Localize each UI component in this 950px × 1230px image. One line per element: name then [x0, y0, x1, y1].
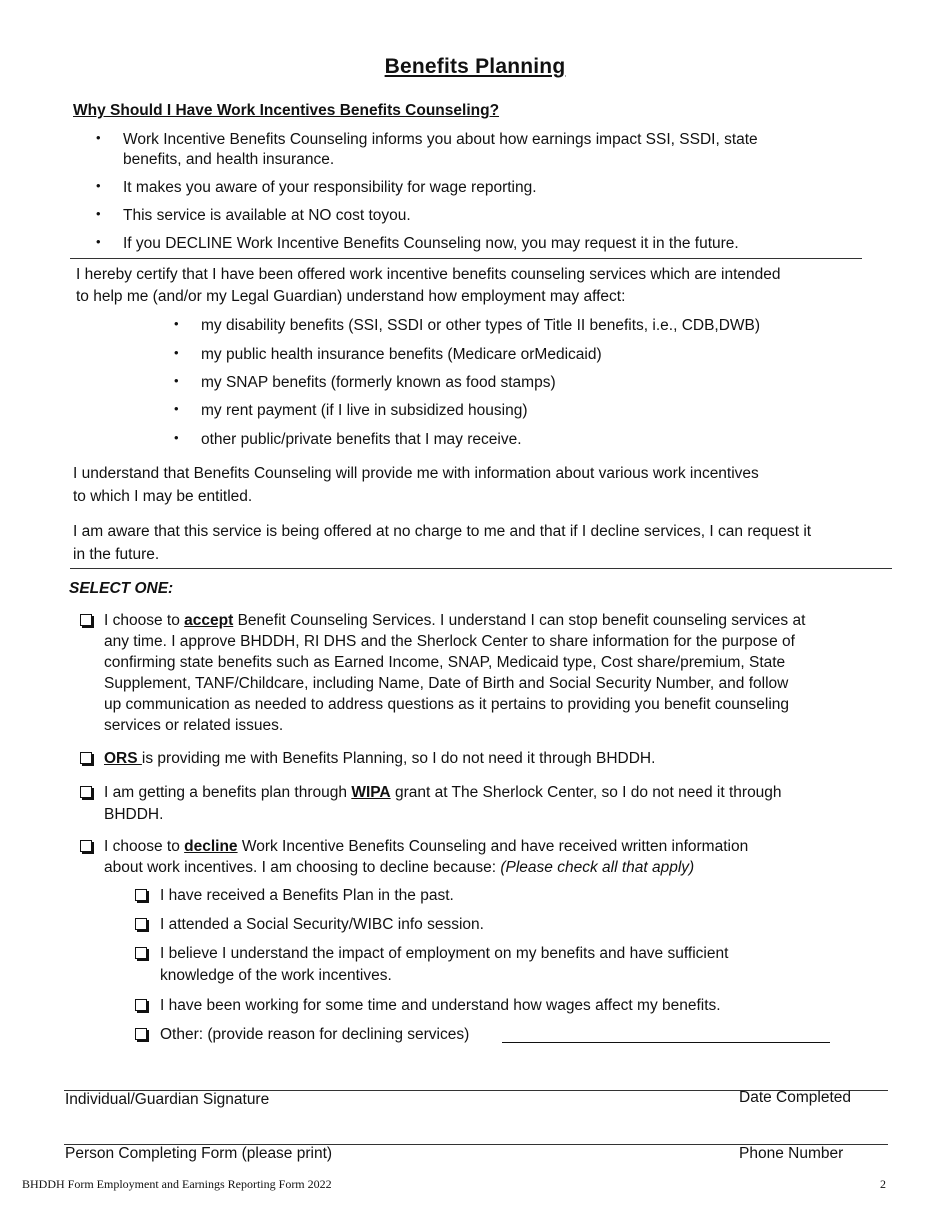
accept-post: Benefit Counseling Services. I understand I can stop benefit counseling services at: [233, 612, 806, 629]
accept-key: accept: [184, 612, 234, 629]
ors-key: ORS: [104, 750, 142, 767]
bullet-dot: •: [96, 178, 101, 193]
wipa-line-1: [104, 782, 782, 803]
ors-post: is providing me with Benefits Planning, so I do not need it through BHDDH.: [141, 750, 656, 767]
understand-line-2: to which I may be entitled.: [73, 488, 253, 505]
bullet-dot: •: [174, 345, 179, 360]
decline-pre: I choose to: [104, 838, 185, 855]
accept-line-5: up communication as needed to address questions as it pertains to providing you benefit counseling: [104, 696, 790, 713]
wipa-post: grant at The Sherlock Center, so I do not need it through: [390, 784, 782, 801]
certify-item-3: my SNAP benefits (formerly known as food stamps): [201, 374, 556, 391]
aware-line-2: in the future.: [73, 546, 160, 563]
reason-info-session-checkbox[interactable]: [135, 918, 147, 930]
aware-line-1: I am aware that this service is being offered at no charge to me and that if I decline services, I can request it: [73, 523, 812, 540]
reason-working-checkbox[interactable]: [135, 999, 147, 1011]
footer-form-name: BHDDH Form Employment and Earnings Reporting Form 2022: [22, 1177, 332, 1191]
understand-line-1: I understand that Benefits Counseling will provide me with information about various work incentives: [73, 465, 759, 482]
phone-label: Phone Number: [739, 1145, 844, 1162]
reason-working: I have been working for some time and understand how wages affect my benefits.: [160, 997, 721, 1014]
certify-item-5: other public/private benefits that I may receive.: [201, 431, 522, 448]
wipa-line-2: BHDDH.: [104, 806, 164, 823]
reason-understand-checkbox[interactable]: [135, 947, 147, 959]
bullet-dot: •: [96, 130, 101, 145]
reason-past-plan-checkbox[interactable]: [135, 889, 147, 901]
date-label: Date Completed: [739, 1089, 852, 1106]
bullet-dot: •: [96, 234, 101, 249]
reason-info-session: I attended a Social Security/WIBC info session.: [160, 916, 484, 933]
accept-checkbox[interactable]: [80, 614, 92, 626]
select-one-label: SELECT ONE:: [69, 580, 174, 597]
wipa-key: WIPA: [351, 784, 391, 801]
why-bullet-2: It makes you aware of your responsibility for wage reporting.: [123, 179, 537, 196]
page-title: Benefits Planning: [384, 55, 566, 78]
decline-line-1: [104, 836, 748, 857]
divider: [70, 568, 892, 569]
reason-past-plan: I have received a Benefits Plan in the past.: [160, 887, 454, 904]
bullet-dot: •: [96, 206, 101, 221]
accept-line-4: Supplement, TANF/Childcare, including Name, Date of Birth and Social Security Number, and follow: [104, 675, 789, 692]
why-heading: Why Should I Have Work Incentives Benefits Counseling?: [73, 102, 500, 119]
certify-item-2: my public health insurance benefits (Medicare orMedicaid): [201, 346, 602, 363]
wipa-pre: I am getting a benefits plan through: [104, 784, 352, 801]
reason-other: Other: (provide reason for declining services): [160, 1026, 470, 1043]
bullet-dot: •: [174, 401, 179, 416]
ors-line: [104, 748, 655, 769]
footer-page-number: 2: [880, 1177, 886, 1191]
bullet-dot: •: [174, 373, 179, 388]
accept-line-6: services or related issues.: [104, 717, 284, 734]
ors-checkbox[interactable]: [80, 752, 92, 764]
certify-line-2: to help me (and/or my Legal Guardian) understand how employment may affect:: [76, 288, 626, 305]
wipa-checkbox[interactable]: [80, 786, 92, 798]
why-bullet-1: Work Incentive Benefits Counseling informs you about how earnings impact SSI, SSDI, state: [123, 131, 758, 148]
why-bullet-3: This service is available at NO cost toyou.: [123, 207, 411, 224]
decline-line-2: [104, 857, 694, 878]
certify-line-1: I hereby certify that I have been offered work incentive benefits counseling services which are intended: [76, 266, 781, 283]
signature-label: Individual/Guardian Signature: [65, 1091, 270, 1108]
certify-item-1: my disability benefits (SSI, SSDI or other types of Title II benefits, i.e., CDB,DWB): [201, 317, 761, 334]
bullet-dot: •: [174, 316, 179, 331]
divider: [70, 258, 862, 259]
why-bullet-4: If you DECLINE Work Incentive Benefits Counseling now, you may request it in the future.: [123, 235, 739, 252]
other-reason-field[interactable]: [502, 1042, 830, 1043]
decline-line2-note: (Please check all that apply): [500, 859, 695, 876]
decline-checkbox[interactable]: [80, 840, 92, 852]
accept-line-1: [104, 610, 805, 631]
decline-line2-pre: about work incentives. I am choosing to decline because:: [104, 859, 501, 876]
decline-key: decline: [184, 838, 238, 855]
why-bullet-1-cont: benefits, and health insurance.: [123, 151, 335, 168]
reason-other-checkbox[interactable]: [135, 1028, 147, 1040]
accept-pre: I choose to: [104, 612, 185, 629]
certify-item-4: my rent payment (if I live in subsidized housing): [201, 402, 528, 419]
accept-line-2: any time. I approve BHDDH, RI DHS and the Sherlock Center to share information for the purpose of: [104, 633, 795, 650]
decline-post: Work Incentive Benefits Counseling and have received written information: [237, 838, 749, 855]
reason-understand: I believe I understand the impact of employment on my benefits and have sufficient: [160, 945, 729, 962]
reason-understand-cont: knowledge of the work incentives.: [160, 967, 392, 984]
accept-line-3: confirming state benefits such as Earned Income, SNAP, Medicaid type, Cost share/premium, State: [104, 654, 786, 671]
person-label: Person Completing Form (please print): [65, 1145, 333, 1162]
bullet-dot: •: [174, 430, 179, 445]
